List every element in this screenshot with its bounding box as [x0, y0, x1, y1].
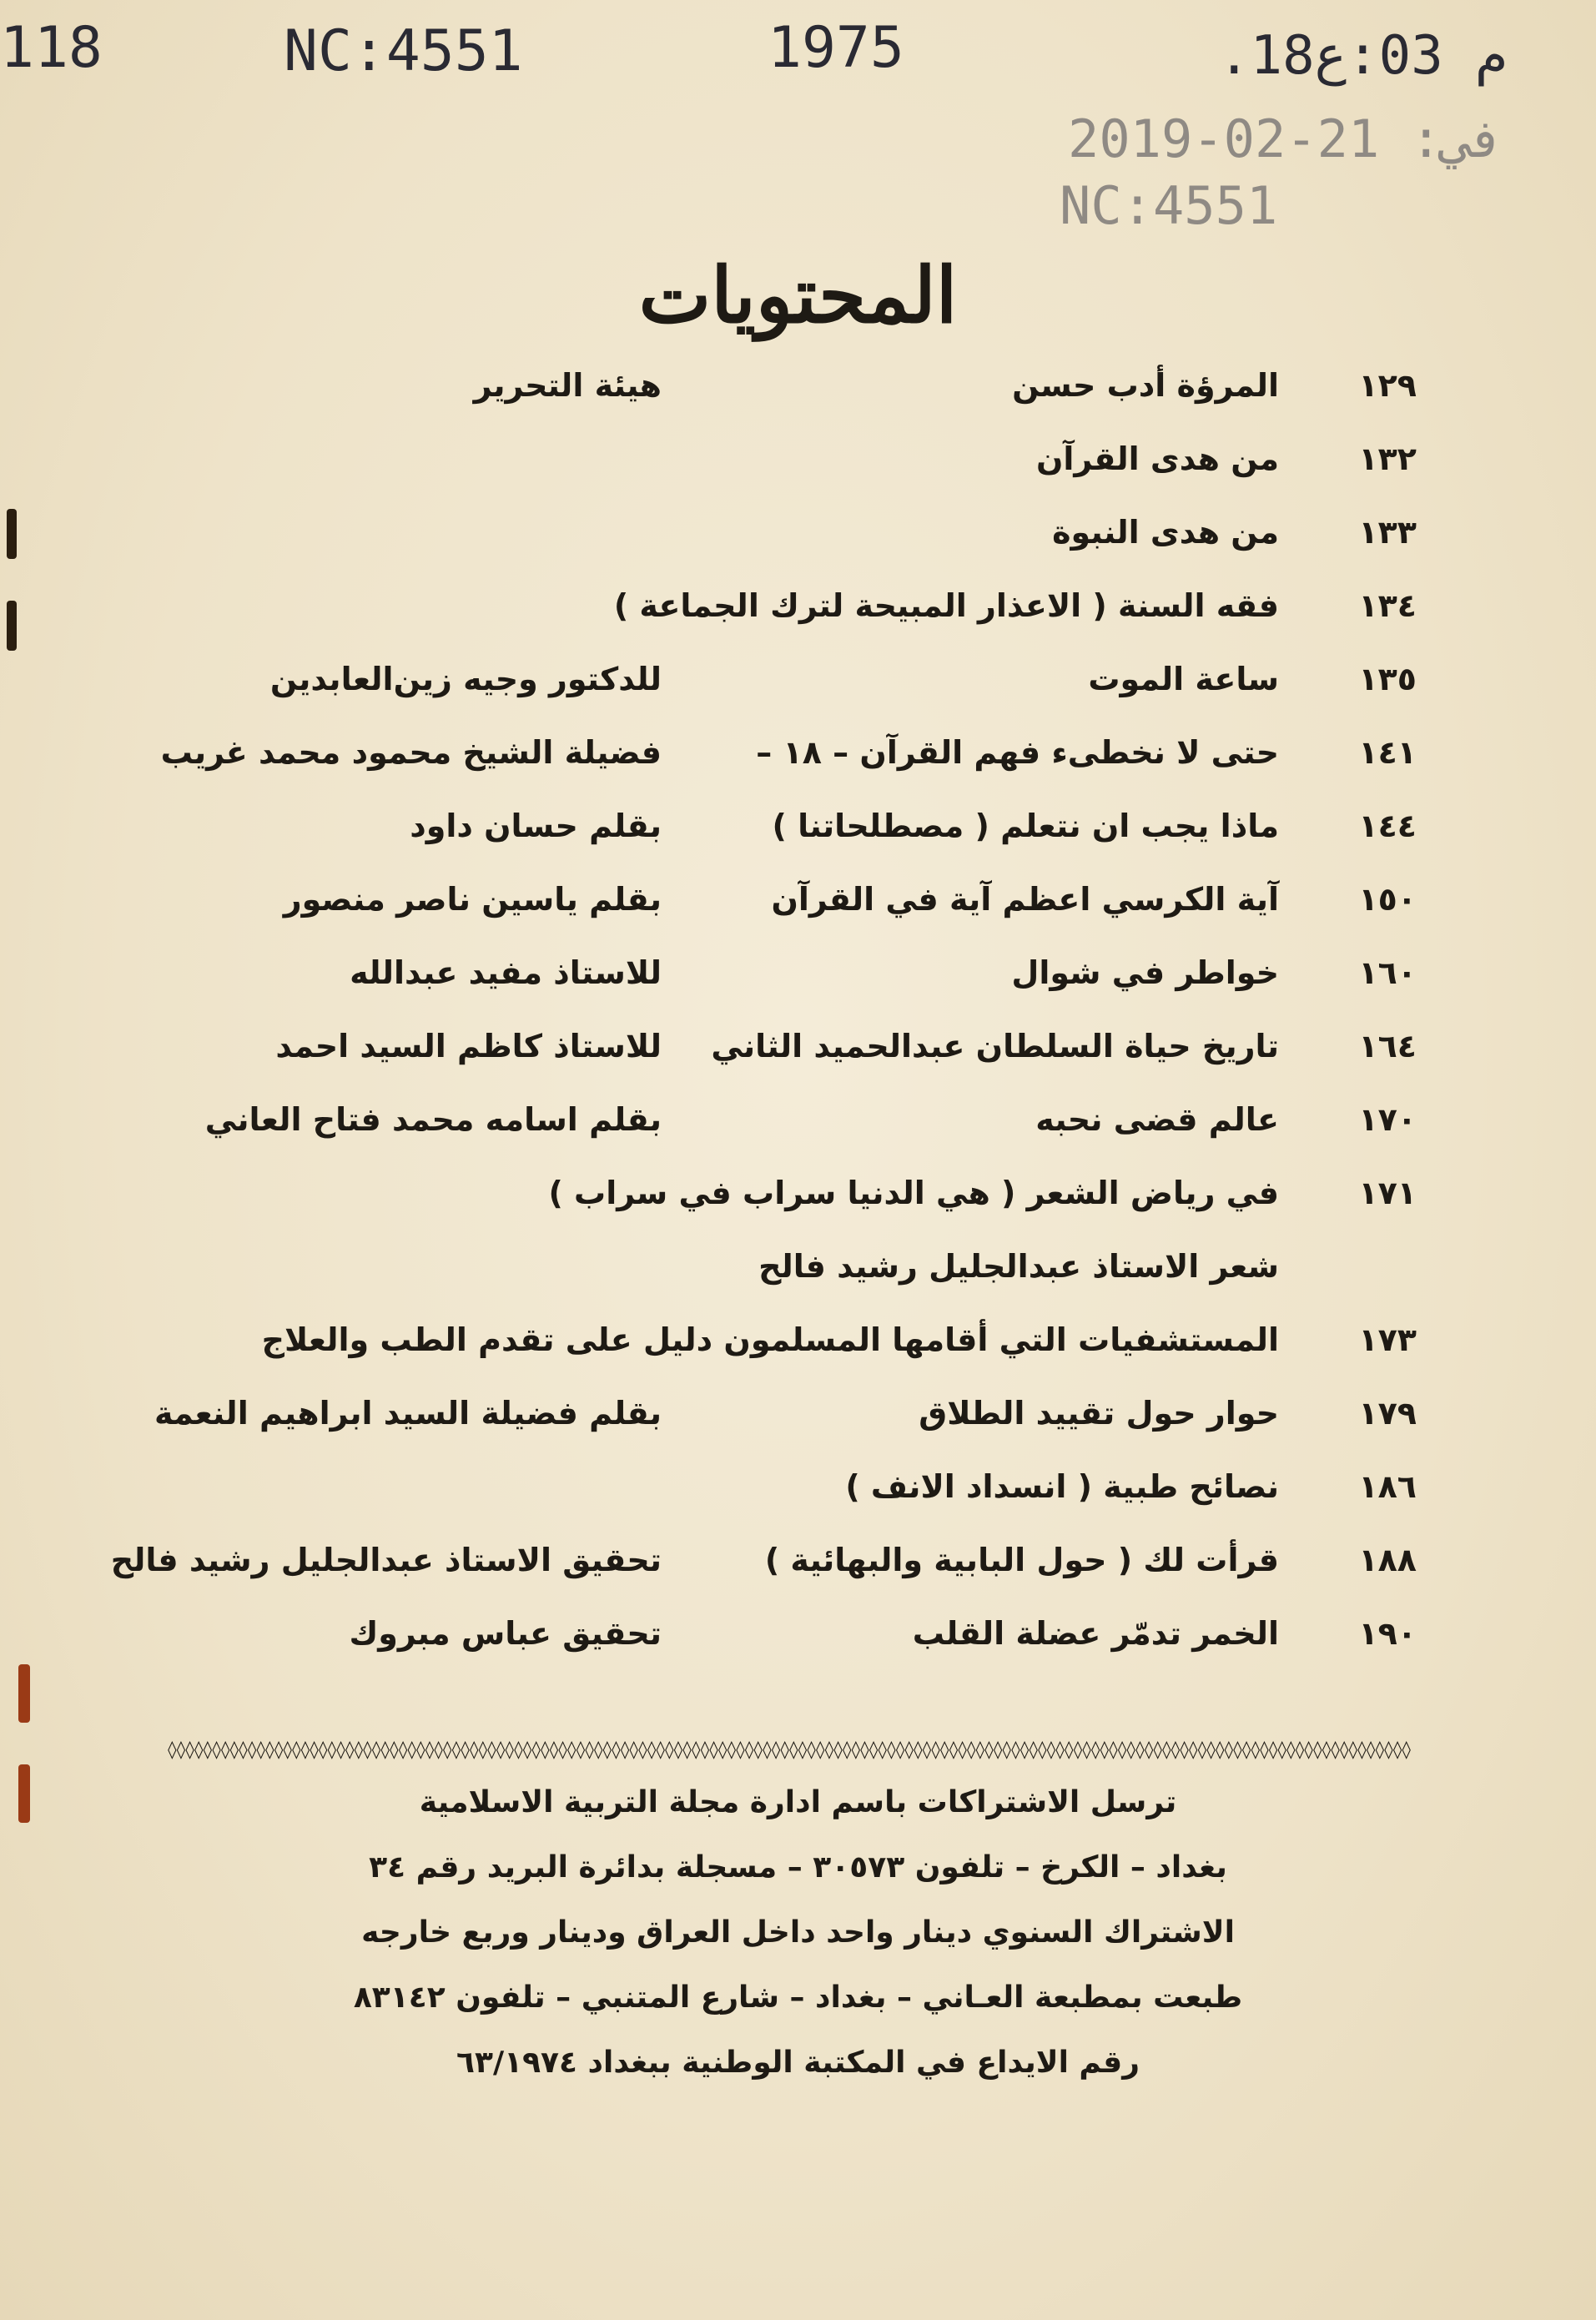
- toc-row: [0, 1615, 1596, 1682]
- ornamental-divider: ◊◊◊◊◊◊◊◊◊◊◊◊◊◊◊◊◊◊◊◊◊◊◊◊◊◊◊◊◊◊◊◊◊◊◊◊◊◊◊◊◊◊◊◊◊◊◊◊◊◊◊◊◊◊◊◊◊◊◊◊◊◊◊◊◊◊◊◊◊◊◊◊◊◊◊◊◊◊◊◊◊◊◊◊◊◊◊◊◊◊◊◊◊◊◊◊◊◊◊◊◊◊◊◊◊◊◊◊◊◊◊◊◊◊◊◊◊◊◊◊◊◊◊◊◊◊◊◊◊◊◊◊◊◊◊◊◊◊◊◊: [166, 1739, 1411, 1759]
- toc-article-title: حتى لا نخطىء فهم القرآن – ١٨ –: [756, 734, 1279, 771]
- toc-article-title: من هدى القرآن: [1035, 440, 1279, 477]
- handwritten-year: 1975: [768, 15, 904, 81]
- toc-row: [0, 587, 1596, 654]
- toc-page-number: ١٣٥: [1358, 661, 1417, 697]
- toc-article-title: نصائح طبية ( انسداد الانف ): [845, 1468, 1279, 1505]
- toc-author: للاستاذ مفيد عبدالله: [350, 954, 662, 991]
- toc-row: [0, 1542, 1596, 1608]
- toc-row: [0, 1028, 1596, 1095]
- toc-page-number: ١٤١: [1358, 734, 1417, 771]
- toc-row: [0, 881, 1596, 948]
- toc-page-number: ١٧٠: [1358, 1101, 1417, 1138]
- handwritten-top-left-number: 118: [0, 15, 103, 81]
- toc-page-number: ١٢٩: [1358, 367, 1417, 404]
- toc-author: فضيلة الشيخ محمود محمد غريب: [160, 734, 662, 771]
- toc-row: [0, 1101, 1596, 1168]
- toc-row: [0, 734, 1596, 801]
- handwritten-call-number: NC:4551: [284, 18, 523, 84]
- toc-row: [0, 1468, 1596, 1535]
- handwritten-date-faint: في: 21-02-2019: [1068, 108, 1504, 169]
- toc-author: بقلم حسان داود: [410, 808, 662, 844]
- toc-article-title: المرؤة أدب حسن: [1012, 367, 1279, 404]
- footer-line: بغداد – الكرخ – تلفون ٣٠٥٧٣ – مسجلة بدائرة البريد رقم ٣٤: [369, 1850, 1227, 1885]
- toc-article-title: المستشفيات التي أقامها المسلمون دليل على تقدم الطب والعلاج: [261, 1321, 1279, 1358]
- toc-page-number: ١٤٤: [1358, 808, 1417, 844]
- page-title: المحتويات: [638, 250, 958, 340]
- toc-author: تحقيق الاستاذ عبدالجليل رشيد فالح: [110, 1542, 662, 1578]
- toc-author: بقلم ياسين ناصر منصور: [283, 881, 662, 918]
- toc-page-number: ١٦٠: [1358, 954, 1417, 991]
- toc-page-number: ١٣٣: [1358, 514, 1417, 551]
- toc-author: بقلم اسامه محمد فتاح العاني: [204, 1101, 662, 1138]
- toc-author: بقلم فضيلة السيد ابراهيم النعمة: [154, 1395, 662, 1432]
- toc-row: [0, 954, 1596, 1021]
- toc-article-title: عالم قضى نحبه: [1035, 1101, 1279, 1138]
- toc-article-title: ساعة الموت: [1088, 661, 1279, 697]
- toc-row: [0, 514, 1596, 581]
- toc-article-title: تاريخ حياة السلطان عبدالحميد الثاني: [711, 1028, 1279, 1064]
- toc-page-number: ١٧١: [1358, 1175, 1417, 1211]
- toc-article-title: خواطر في شوال: [1011, 954, 1279, 991]
- toc-article-title: آية الكرسي اعظم آية في القرآن: [771, 881, 1279, 918]
- toc-author: للدكتور وجيه زين‌العابدين: [269, 661, 662, 697]
- toc-page-number: ١٣٤: [1358, 587, 1417, 624]
- handwritten-classification-code: م 03:ع18.: [1218, 25, 1508, 87]
- toc-row: [0, 367, 1596, 434]
- toc-author: للاستاذ كاظم السيد احمد: [275, 1028, 662, 1064]
- toc-row: [0, 1175, 1596, 1241]
- toc-page-number: ١٥٠: [1358, 881, 1417, 918]
- toc-page-number: ١٧٣: [1358, 1321, 1417, 1358]
- toc-row: [0, 1395, 1596, 1462]
- toc-page-number: ١٨٨: [1358, 1542, 1417, 1578]
- toc-page-number: ١٣٢: [1358, 440, 1417, 477]
- footer-line: الاشتراك السنوي دينار واحد داخل العراق ودينار وربع خارجه: [361, 1915, 1235, 1950]
- toc-article-title: من هدى النبوة: [1052, 514, 1279, 551]
- toc-article-title: ماذا يجب ان نتعلم ( مصطلحاتنا ): [772, 808, 1279, 844]
- toc-article-title: في رياض الشعر ( هي الدنيا سراب في سراب ): [548, 1175, 1279, 1211]
- toc-row: [0, 1248, 1596, 1315]
- toc-article-title: فقه السنة ( الاعذار المبيحة لترك الجماعة ): [613, 587, 1279, 624]
- toc-page-number: ١٨٦: [1358, 1468, 1417, 1505]
- toc-author: شعر الاستاذ عبدالجليل رشيد فالح: [758, 1248, 1279, 1285]
- toc-article-title: قرأت لك ( حول البابية والبهائية ): [764, 1542, 1279, 1578]
- toc-article-title: حوار حول تقييد الطلاق: [919, 1395, 1279, 1432]
- toc-page-number: ١٩٠: [1358, 1615, 1417, 1652]
- toc-row: [0, 1321, 1596, 1388]
- toc-author: هيئة التحرير: [473, 367, 662, 404]
- handwritten-call-number-faint: NC:4551: [1060, 175, 1278, 236]
- toc-row: [0, 808, 1596, 874]
- toc-article-title: الخمر تدمّر عضلة القلب: [912, 1615, 1279, 1652]
- footer-line: طبعت بمطبعة العـاني – بغداد – شارع المتنبي – تلفون ٨٣١٤٢: [353, 1980, 1243, 2015]
- toc-author: تحقيق عباس مبروك: [349, 1615, 662, 1652]
- footer-line: رقم الايداع في المكتبة الوطنية ببغداد ٦٣/١٩٧٤: [456, 2046, 1140, 2080]
- toc-row: [0, 661, 1596, 727]
- toc-page-number: ١٧٩: [1358, 1395, 1417, 1432]
- footer-line: ترسل الاشتراكات باسم ادارة مجلة التربية الاسلامية: [419, 1785, 1177, 1819]
- toc-row: [0, 440, 1596, 507]
- toc-page-number: ١٦٤: [1358, 1028, 1417, 1064]
